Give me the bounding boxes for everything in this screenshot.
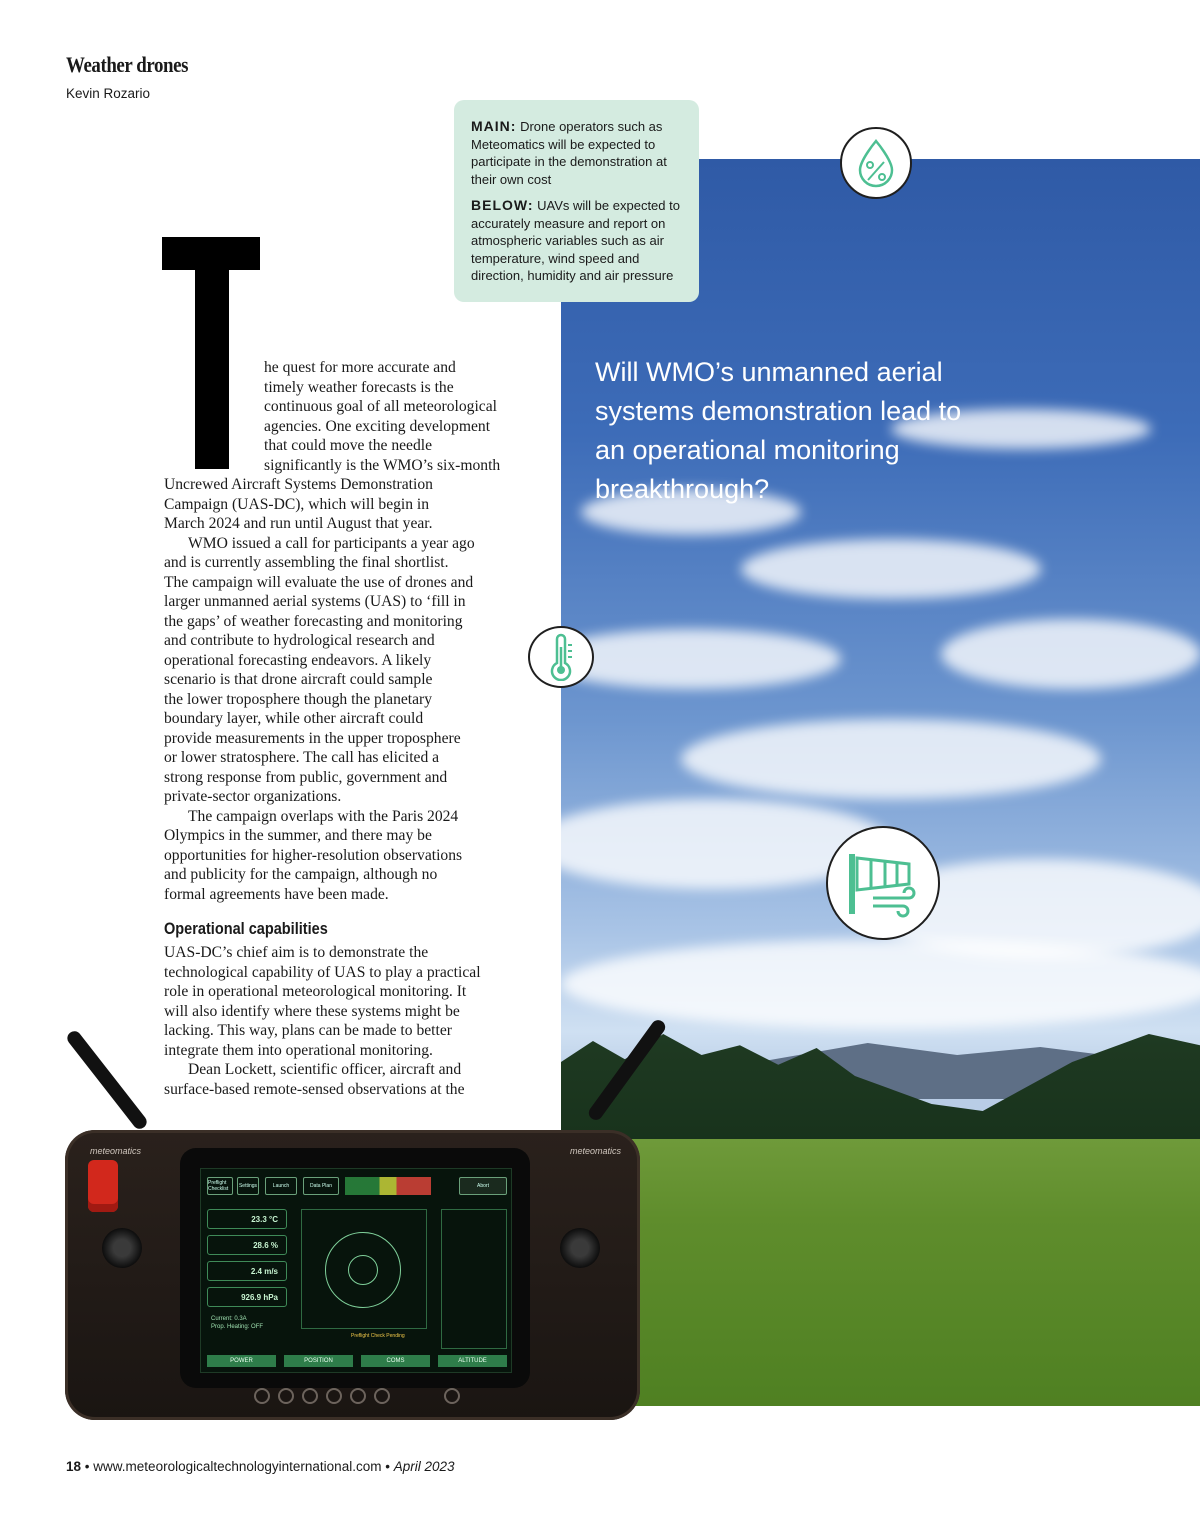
text-line: larger unmanned aerial systems (UAS) to ‘fill in [164,593,466,610]
windsock-icon [826,826,940,940]
text-line: private-sector organizations. [164,788,342,805]
main-caption [471,118,685,188]
text-line: and publicity for the campaign, although no [164,866,438,883]
text-line: boundary layer, while other aircraft could [164,710,424,727]
text-line: that could move the needle [264,437,433,454]
text-line: provide measurements in the upper troposphere [164,729,461,747]
ground-control-device-photo [40,1000,660,1430]
text-line: Olympics in the summer, and there may be [164,827,432,844]
author-byline: Kevin Rozario [66,86,151,101]
text-line: surface-based remote-sensed observations at the [164,1080,465,1098]
footer-url: www.meteorologicaltechnologyinternational.com [93,1459,382,1474]
screen-button: Launch [265,1177,297,1195]
text-line: WMO issued a call for participants a year ago [188,534,475,552]
text-line: March 2024 and run until August that year. [164,515,433,532]
text-line: integrate them into operational monitoring. [164,1041,433,1059]
text-line: opportunities for higher-resolution observations [164,846,463,864]
hardware-button [444,1388,460,1404]
intro-paragraph [164,358,536,904]
thermometer-icon [528,626,594,688]
antenna [65,1028,150,1131]
footer-separator: • [84,1459,90,1474]
text-line: continuous goal of all meteorological [264,398,497,415]
section-title: Weather drones [66,52,189,77]
text-line: will also identify where these systems might be [164,1002,460,1020]
page-number: 18 [66,1459,82,1474]
hardware-button [350,1388,366,1404]
below-caption [471,197,685,285]
text-line: UAS-DC’s chief aim is to demonstrate the [164,944,429,961]
text-line: the lower troposphere though the planetary [164,690,433,708]
text-line: the gaps’ of weather forecasting and monitoring [164,612,463,630]
text-line: agencies. One exciting development [264,417,491,435]
screen-tabs [207,1355,507,1367]
wind-readout: 2.4 m/s [207,1261,287,1281]
below-caption-key: BELOW: [471,197,534,213]
radar-display [301,1209,427,1329]
text-line: operational forecasting endeavors. A likely [164,651,432,669]
brand-label: meteomatics [90,1146,142,1156]
below-caption-text: UAVs will be expected to accurately measure and report on atmospheric variables such as air temperature, wind speed and direction, humidity and air pressure [471,198,680,283]
temperature-readout: 23.3 °C [207,1209,287,1229]
text-line: lacking. This way, plans can be made to better [164,1022,452,1039]
text-line: role in operational meteorological monitoring. It [164,983,467,1000]
article-headline: Will WMO’s unmanned aerial systems demonstration lead to an operational monitoring breakthrough? [595,357,962,504]
photo-captions [454,100,699,302]
text-line: and is currently assembling the final shortlist. [164,554,449,571]
footer-separator: • [385,1459,390,1474]
main-caption-key: MAIN: [471,118,517,134]
hardware-button [302,1388,318,1404]
text-line: formal agreements have been made. [164,885,389,903]
device-screen [200,1168,512,1373]
altitude-scale [441,1209,507,1349]
status-panel [211,1315,263,1331]
current-label: Current: 0.3A [211,1316,247,1322]
hardware-button [278,1388,294,1404]
issue-date: April 2023 [393,1459,455,1474]
heating-label: Prop. Heating: OFF [211,1324,264,1330]
preflight-status: Preflight Check Pending [351,1333,405,1339]
signal-bars [345,1177,431,1195]
main-caption-text: Drone operators such as Meteomatics will be expected to participate in the demonstration at their own cost [471,119,667,187]
humidity-icon [840,127,912,199]
text-line: The campaign will evaluate the use of drones and [164,573,474,591]
antenna [586,1017,668,1122]
pressure-readout: 926.9 hPa [207,1287,287,1307]
page-footer [66,1459,455,1474]
humidity-readout: 28.6 % [207,1235,287,1255]
hardware-button [326,1388,342,1404]
text-line: Dean Lockett, scientific officer, aircraft and [188,1061,462,1078]
hardware-button [254,1388,270,1404]
joystick-right [560,1228,600,1268]
joystick-left [102,1228,142,1268]
screen-button: Settings [237,1177,259,1195]
text-line: technological capability of UAS to play a practical [164,963,481,981]
subheading: Operational capabilities [164,920,328,938]
hardware-button [374,1388,390,1404]
text-line: timely weather forecasts is the [264,378,454,396]
text-line: strong response from public, government and [164,768,448,786]
text-line: significantly is the WMO’s six-month [264,456,501,474]
text-line: scenario is that drone aircraft could sample [164,671,433,688]
tab-coms: COMS [361,1355,430,1367]
text-line: Uncrewed Aircraft Systems Demonstration [164,476,433,493]
brand-label: meteomatics [570,1146,622,1156]
tab-altitude: ALTITUDE [438,1355,507,1367]
screen-button: Data Plan [303,1177,339,1195]
text-line: and contribute to hydrological research and [164,632,435,649]
screen-button: Abort [459,1177,507,1195]
tab-position: POSITION [284,1355,353,1367]
text-line: Campaign (UAS-DC), which will begin in [164,495,430,513]
text-line: he quest for more accurate and [264,359,456,376]
power-switch [88,1160,118,1212]
text-line: The campaign overlaps with the Paris 2024 [188,807,459,825]
text-line: or lower stratosphere. The call has elicited a [164,749,440,766]
tab-power: POWER [207,1355,276,1367]
screen-button: Preflight Checklist [207,1177,233,1195]
